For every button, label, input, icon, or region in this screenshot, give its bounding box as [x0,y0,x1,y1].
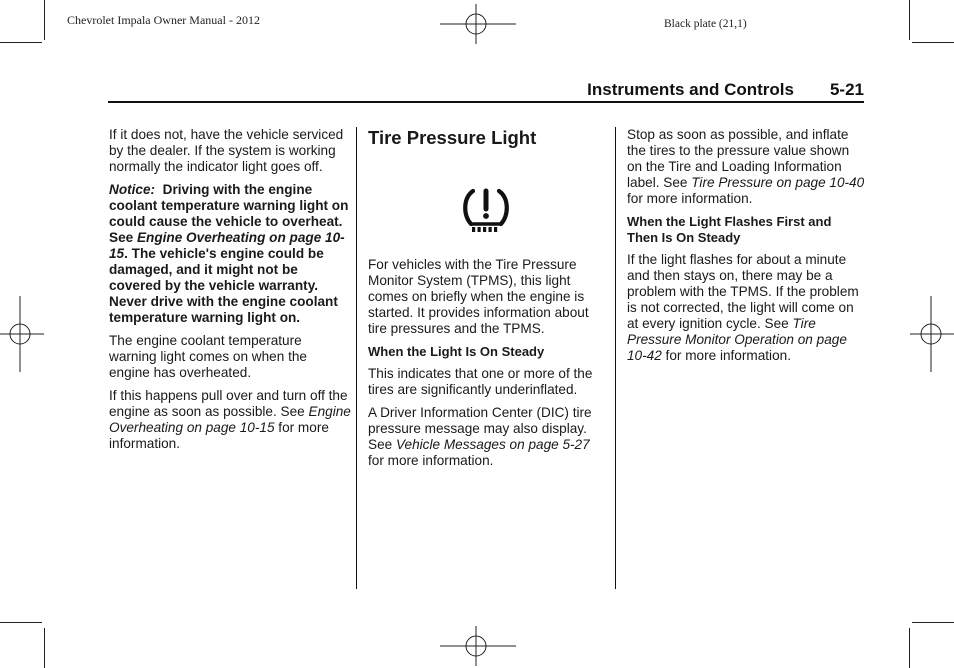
paragraph-text: Stop as soon as possible, and inflate the tires to the pressure value shown on the Tire and Loading Information label. See [627,127,850,190]
paragraph [109,388,351,452]
cross-reference[interactable]: Tire Pressure Monitor Operation on page 10-42 [627,316,847,363]
column-3 [627,127,865,371]
paragraph-text: for more information. [368,453,494,468]
cross-reference[interactable]: Vehicle Messages on page 5-27 [395,437,590,452]
registration-mark-bottom [440,626,516,666]
paragraph: This indicates that one or more of the tires are significantly underinflated. [368,366,593,397]
paragraph [627,252,865,364]
paragraph: The engine coolant temperature warning light comes on when the engine has overheated. [109,333,307,380]
column-1 [109,127,351,459]
cross-reference[interactable]: Engine Overheating on page 10-15 [109,230,345,261]
column-divider [356,127,357,589]
notice-label: Notice: [109,182,156,197]
paragraph-text: A Driver Information Center (DIC) tire pressure message may also display. See [368,405,592,452]
paragraph-text: for more information. [627,191,753,206]
paragraph [368,405,606,469]
section-title: Instruments and Controls [587,80,794,99]
subheading: When the Light Is On Steady [368,344,545,359]
icon-area [368,149,606,257]
cross-reference[interactable]: Tire Pressure on page 10-40 [691,175,865,190]
plate-label: Black plate (21,1) [664,18,747,30]
paragraph-text: for more information. [109,420,329,451]
registration-mark-right [910,296,954,372]
section-heading: Tire Pressure Light [368,127,537,148]
header-rule [108,101,864,103]
cross-reference[interactable]: Engine Overheating on page 10-15 [109,404,351,435]
paragraph-text: If the light flashes for about a minute and then stays on, there may be a problem with the TPMS. If the problem is not corrected, the light will come on at every ignition cycle. See [627,252,859,331]
column-divider [615,127,616,589]
page-header [108,80,864,100]
page-number: 5-21 [829,80,864,99]
registration-mark-top [440,4,516,44]
notice-text: . The vehicle's engine could be damaged, and it might not be covered by the vehicle warranty. Never drive with the engine coolant temperature warning light on. [109,246,338,325]
manual-title: Chevrolet Impala Owner Manual - 2012 [67,13,260,27]
subheading: When the Light Flashes First and Then Is On Steady [627,214,832,245]
paragraph: If it does not, have the vehicle serviced by the dealer. If the system is working normally the indicator light goes off. [109,127,344,174]
paragraph [627,127,865,207]
tire-pressure-warning-icon [460,185,512,235]
paragraph-text: for more information. [661,348,791,363]
registration-mark-left [0,296,44,372]
column-2 [368,127,606,476]
notice-paragraph [109,182,351,326]
notice-text: Driving with the engine coolant temperature warning light on could cause the vehicle to overheat. See [109,182,349,245]
paragraph-text: If this happens pull over and turn off the engine as soon as possible. See [109,388,348,419]
paragraph: For vehicles with the Tire Pressure Monitor System (TPMS), this light comes on briefly when the engine is started. It provides information about tire pressures and the TPMS. [368,257,589,336]
